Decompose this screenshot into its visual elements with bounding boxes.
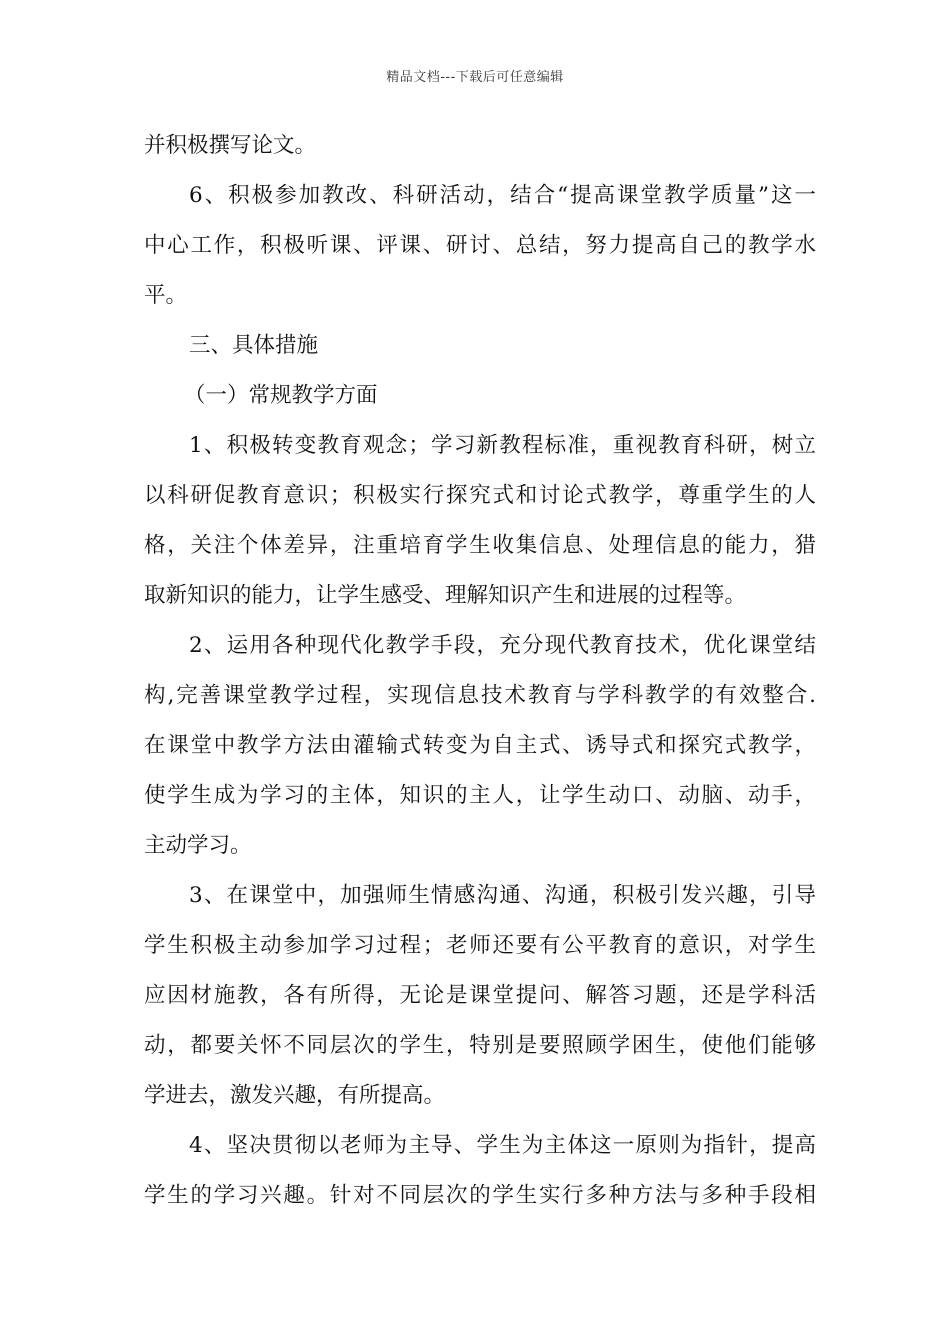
- paragraph-1-line-4: 取新知识的能力，让学生感受、理解知识产生和进展的过程等。: [144, 583, 747, 608]
- paragraph-3-line-3: 应因材施教，各有所得，无论是课堂提问、解答习题，还是学科活: [144, 983, 816, 1008]
- paragraph-4-line-2: 学生的学习兴趣。针对不同层次的学生实行多种方法与多种手段相: [144, 1183, 816, 1208]
- document-body: [144, 121, 816, 1221]
- paragraph-3-line-5: 学进去，激发兴趣，有所提高。: [144, 1083, 446, 1108]
- paragraph-2-line-4: 使学生成为学习的主体，知识的主人，让学生动口、动脑、动手，: [144, 783, 816, 808]
- subsection-heading: （一）常规教学方面: [184, 383, 378, 408]
- section-heading: 三、具体措施: [189, 333, 319, 358]
- paragraph-1-line-3: 格，关注个体差异，注重培育学生收集信息、处理信息的能力，猎: [144, 533, 816, 558]
- paragraph-6-line-1: 6、积极参加教改、科研活动，结合“提高课堂教学质量”这一: [189, 183, 816, 208]
- page-header: 精品文档---下载后可任意编辑: [386, 70, 564, 85]
- paragraph-4-line-1: 4、坚决贯彻以老师为主导、学生为主体这一原则为指针，提高: [189, 1133, 816, 1158]
- paragraph-3-line-2: 学生积极主动参加学习过程；老师还要有公平教育的意识，对学生: [144, 933, 816, 958]
- paragraph-1-line-2: 以科研促教育意识；积极实行探究式和讨论式教学，尊重学生的人: [144, 483, 816, 508]
- paragraph-2-line-2: 构,完善课堂教学过程，实现信息技术教育与学科教学的有效整合.: [144, 683, 816, 708]
- paragraph-2-line-3: 在课堂中教学方法由灌输式转变为自主式、诱导式和探究式教学，: [144, 733, 816, 758]
- paragraph-6-line-2: 中心工作，积极听课、评课、研讨、总结，努力提高自己的教学水: [144, 233, 816, 258]
- paragraph-2-line-5: 主动学习。: [144, 833, 252, 858]
- paragraph-1-line-1: 1、积极转变教育观念；学习新教程标准，重视教育科研，树立: [189, 433, 816, 458]
- paragraph-6-line-3: 平。: [144, 283, 188, 308]
- paragraph-3-line-4: 动，都要关怀不同层次的学生，特别是要照顾学困生，使他们能够: [144, 1033, 816, 1058]
- paragraph-3-line-1: 3、在课堂中，加强师生情感沟通、沟通，积极引发兴趣，引导: [189, 883, 816, 908]
- text-line: 并积极撰写论文。: [144, 133, 317, 158]
- paragraph-2-line-1: 2、运用各种现代化教学手段，充分现代教育技术，优化课堂结: [189, 633, 816, 658]
